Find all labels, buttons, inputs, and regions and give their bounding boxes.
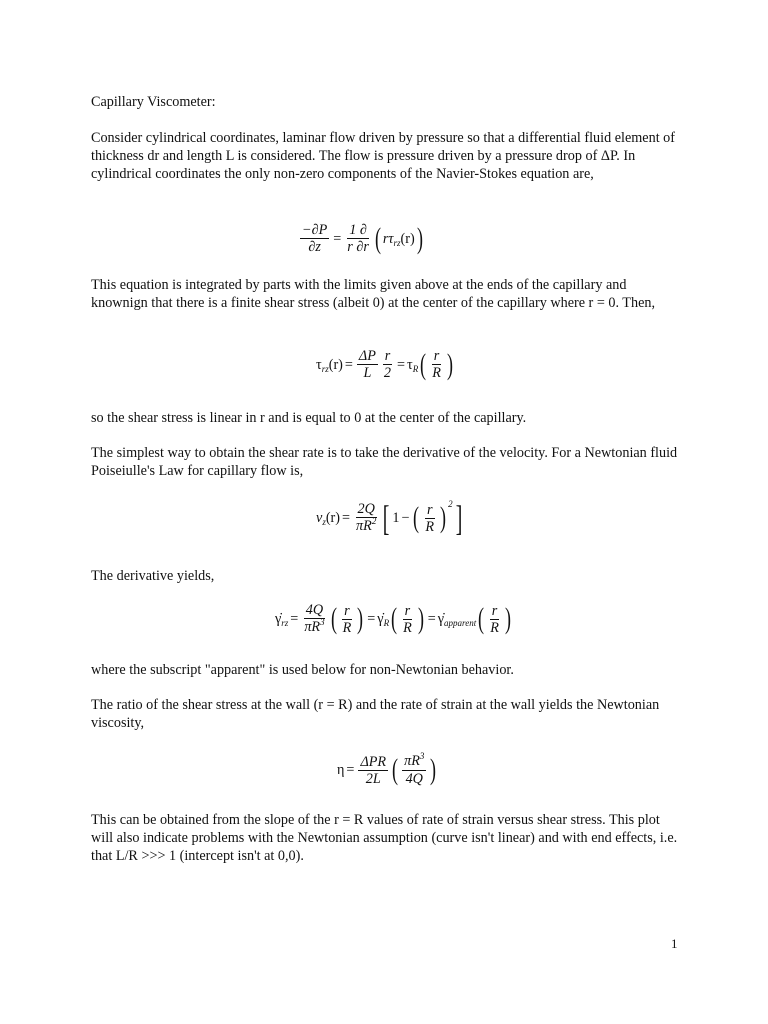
eq4-g1-fraction xyxy=(341,603,354,636)
eq4-open-paren-3: ( xyxy=(478,602,485,635)
eq2-tau-sub: R xyxy=(412,363,419,374)
eq4-g2-num: r xyxy=(404,602,411,619)
eq2-fraction-2 xyxy=(382,348,393,381)
eq1-rhs-num: 1 ∂ xyxy=(349,222,367,238)
eq4-gamma-apparent: γ̇ xyxy=(437,611,445,627)
paragraph-4: The simplest way to obtain the shear rate is to take the derivative of the velocity. For a Newtonian fluid Poiseiulle's Law for capillary flow is, xyxy=(91,445,678,479)
eq3-fraction xyxy=(354,501,378,535)
eq4-f-den xyxy=(302,619,326,636)
eq4-g1-den: R xyxy=(342,619,352,636)
eq3-open-paren: ( xyxy=(413,501,420,534)
eq1-lhs-num: −∂P xyxy=(302,222,328,238)
eq4-g3-den: R xyxy=(490,619,499,636)
eq4-f-den-base: πR xyxy=(304,619,321,635)
paragraph-3: so the shear stress is linear in r and is equal to 0 at the center of the capillary. xyxy=(91,410,527,426)
eq4-gamma-r: γ̇ xyxy=(377,611,384,627)
eq1-arg: (r) xyxy=(400,230,415,247)
equation-navier-stokes xyxy=(298,222,425,255)
eq3-power: 2 xyxy=(448,499,453,509)
eq3-f-den-sup: 2 xyxy=(371,516,377,526)
paragraph-6: where the subscript "apparent" is used below for non-Newtonian behavior. xyxy=(91,662,514,678)
eq1-lhs-den: ∂z xyxy=(308,239,321,255)
eq5-inner-fraction xyxy=(402,753,426,787)
eq3-f-den xyxy=(354,518,378,535)
eq4-lhs: γ̇ xyxy=(275,611,282,627)
paragraph-7: The ratio of the shear stress at the wall (r = R) and the rate of strain at the wall yields the Newtonian viscosity, xyxy=(91,697,660,731)
eq2-equals-2: = xyxy=(397,356,406,373)
eq1-rhs-fraction xyxy=(345,222,371,255)
eq3-g-num: r xyxy=(426,501,433,518)
eq3-lhs: v xyxy=(316,510,323,526)
eq4-equals-2: = xyxy=(367,611,376,627)
eq3-minus: − xyxy=(401,510,410,526)
eq3-g-den: R xyxy=(425,518,435,535)
eq3-lhs-arg: (r) xyxy=(325,510,341,526)
page-number: 1 xyxy=(671,936,678,951)
eq3-left-bracket: [ xyxy=(383,498,390,538)
eq4-close-paren-3: ) xyxy=(504,602,511,635)
eq2-close-paren: ) xyxy=(446,347,453,381)
eq4-f-num: 4Q xyxy=(305,602,324,618)
eq5-f-den: 2L xyxy=(365,770,381,787)
eq3-inner-fraction xyxy=(423,502,436,535)
eq4-g2-fraction xyxy=(401,603,414,636)
eq2-lhs: τ xyxy=(316,356,322,373)
eq4-equals-1: = xyxy=(290,611,299,627)
equation-poiseuille xyxy=(316,500,465,536)
eq3-f-num: 2Q xyxy=(357,501,375,517)
eq3-close-paren: ) xyxy=(440,501,447,534)
eq1-sub: rz xyxy=(393,237,401,248)
eq3-equals: = xyxy=(342,510,351,526)
eq5-open-paren: ( xyxy=(392,753,399,786)
eq3-right-bracket: ] xyxy=(455,498,462,538)
eq2-f3-den: R xyxy=(432,365,441,381)
eq4-gamma-r-sub: R xyxy=(383,618,390,628)
eq3-one: 1 xyxy=(392,510,400,526)
paragraph-1: Consider cylindrical coordinates, laminar flow driven by pressure so that a differential fluid element of thickness dr and length L is considered. The flow is pressure driven by a pressure drop of ΔP. In cylindrical coordinates the only non-zero components of the Navier-Stokes equation are, xyxy=(91,130,676,182)
eq4-g3-fraction xyxy=(488,603,501,636)
eq4-open-paren-1: ( xyxy=(330,602,337,635)
eq3-lhs-sub: z xyxy=(322,517,326,527)
eq1-body: rτ xyxy=(382,230,394,247)
eq2-f2-den: 2 xyxy=(383,365,392,381)
eq1-lhs-fraction xyxy=(300,222,329,255)
equation-viscosity xyxy=(337,753,438,787)
eq5-g-num xyxy=(402,753,426,771)
eq2-fraction-3 xyxy=(430,348,443,381)
paragraph-2: This equation is integrated by parts with the limits given above at the ends of the capillary and knownign that there is a finite shear stress (albeit 0) at the center of the capillary where r = 0. Then, xyxy=(91,277,656,311)
eq2-f1-den: L xyxy=(363,365,372,381)
eq1-open-paren: ( xyxy=(374,221,381,255)
eq4-lhs-sub: rz xyxy=(281,618,289,628)
eq5-close-paren: ) xyxy=(430,753,437,786)
eq4-f-den-sup: 3 xyxy=(320,617,325,627)
eq5-g-num-base: πR xyxy=(404,753,420,769)
paragraph-8: This can be obtained from the slope of the r = R values of rate of strain versus shear stress. This plot will also indicate problems with the Newtonian assumption (curve isn't linear) and with end effects, i.e. that L/R >>> 1 (intercept isn't at 0,0). xyxy=(91,812,678,864)
eq4-g2-den: R xyxy=(403,619,412,636)
eq2-f3-num: r xyxy=(433,348,440,364)
eq3-f-den-base: πR xyxy=(356,518,372,534)
page-title: Capillary Viscometer: xyxy=(91,94,216,110)
eq2-lhs-sub: rz xyxy=(321,363,329,374)
eq4-close-paren-1: ) xyxy=(357,602,364,635)
eq4-equals-3: = xyxy=(427,611,436,627)
equation-shear-stress xyxy=(316,348,455,381)
eq1-rhs-den: r ∂r xyxy=(347,239,369,255)
eq5-f-num: ΔPR xyxy=(360,753,387,770)
eq2-lhs-arg: (r) xyxy=(328,356,343,373)
eq4-open-paren-2: ( xyxy=(391,602,398,635)
eq4-close-paren-2: ) xyxy=(417,602,424,635)
eq1-equals: = xyxy=(333,230,342,247)
equation-shear-rate xyxy=(275,602,513,636)
eq2-f2-num: r xyxy=(384,348,391,364)
eq5-lhs: η xyxy=(337,762,345,778)
eq4-fraction xyxy=(302,602,326,636)
eq4-g1-num: r xyxy=(344,602,350,619)
paragraph-5: The derivative yields, xyxy=(91,568,215,584)
eq4-g3-num: r xyxy=(491,602,498,619)
eq2-open-paren: ( xyxy=(420,347,427,381)
eq5-fraction xyxy=(358,754,388,787)
eq2-tau: τ xyxy=(407,356,413,373)
eq5-g-den: 4Q xyxy=(405,771,423,787)
eq5-equals: = xyxy=(346,762,355,778)
eq1-close-paren: ) xyxy=(416,221,423,255)
eq4-gamma-apparent-sub: apparent xyxy=(444,618,477,628)
eq2-fraction-1 xyxy=(357,348,378,381)
eq2-equals-1: = xyxy=(344,356,353,373)
eq5-g-num-sup: 3 xyxy=(419,751,425,761)
eq2-f1-num: ΔP xyxy=(358,348,376,364)
